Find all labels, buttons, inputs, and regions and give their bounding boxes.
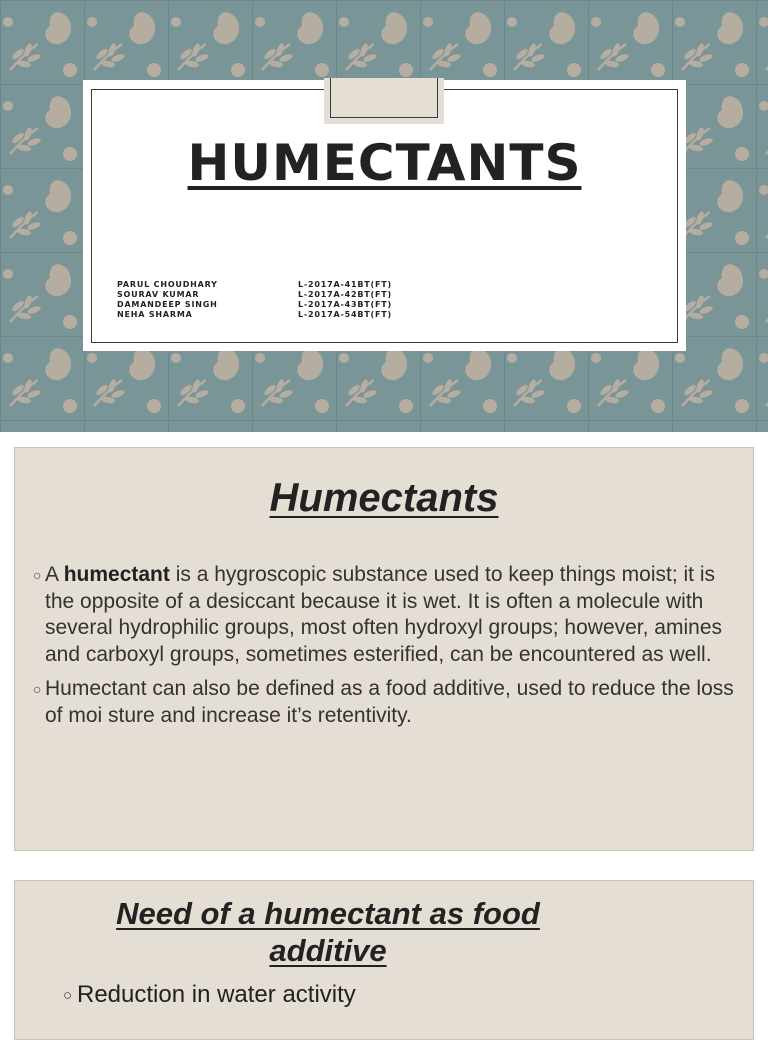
author-list xyxy=(117,280,477,320)
bullet-item xyxy=(33,562,745,668)
title-card-tab xyxy=(324,78,444,124)
author-row xyxy=(117,310,477,320)
bullet-circle-icon: ○ xyxy=(63,987,73,1004)
author-name: DAMANDEEP SINGH xyxy=(117,300,218,309)
author-roll-number: L-2017A-42BT(FT) xyxy=(298,290,392,299)
bullet-list xyxy=(63,979,743,1011)
author-name: NEHA SHARMA xyxy=(117,310,193,319)
definition-slide xyxy=(14,447,754,851)
author-name: SOURAV KUMAR xyxy=(117,290,200,299)
presentation-title: HUMECTANTS xyxy=(187,134,582,192)
title-card xyxy=(83,80,686,351)
author-name: PARUL CHOUDHARY xyxy=(117,280,218,289)
bullet-item xyxy=(63,979,743,1011)
author-roll-number: L-2017A-43BT(FT) xyxy=(298,300,392,309)
title-slide xyxy=(0,0,768,432)
bullet-text: Reduction in water activity xyxy=(77,981,356,1008)
need-slide xyxy=(14,880,754,1040)
bullet-text-prefix: A xyxy=(45,563,64,586)
bullet-circle-icon: ○ xyxy=(33,567,42,583)
author-row xyxy=(117,300,477,310)
author-roll-number: L-2017A-54BT(FT) xyxy=(298,310,392,319)
slide-title: Need of a humectant as food additive xyxy=(116,896,540,968)
bullet-list xyxy=(33,562,745,737)
author-row xyxy=(117,290,477,300)
bullet-text: is a hygroscopic substance used to keep things moist; it is the opposite of a desiccant because it is wet. It is often a molecule with several hydrophilic groups, most often hydroxyl groups; however, amines and carboxyl groups, sometimes esterified, can be encountered as well. xyxy=(45,563,723,666)
bullet-circle-icon: ○ xyxy=(33,681,42,697)
slide-title: Humectants xyxy=(269,476,499,520)
bullet-text: Humectant can also be defined as a food additive, used to reduce the loss of moi sture and increase it’s retentivity. xyxy=(45,677,734,727)
author-roll-number: L-2017A-41BT(FT) xyxy=(298,280,392,289)
bullet-item xyxy=(33,676,745,729)
author-row xyxy=(117,280,477,290)
bullet-bold-term: humectant xyxy=(63,563,170,586)
